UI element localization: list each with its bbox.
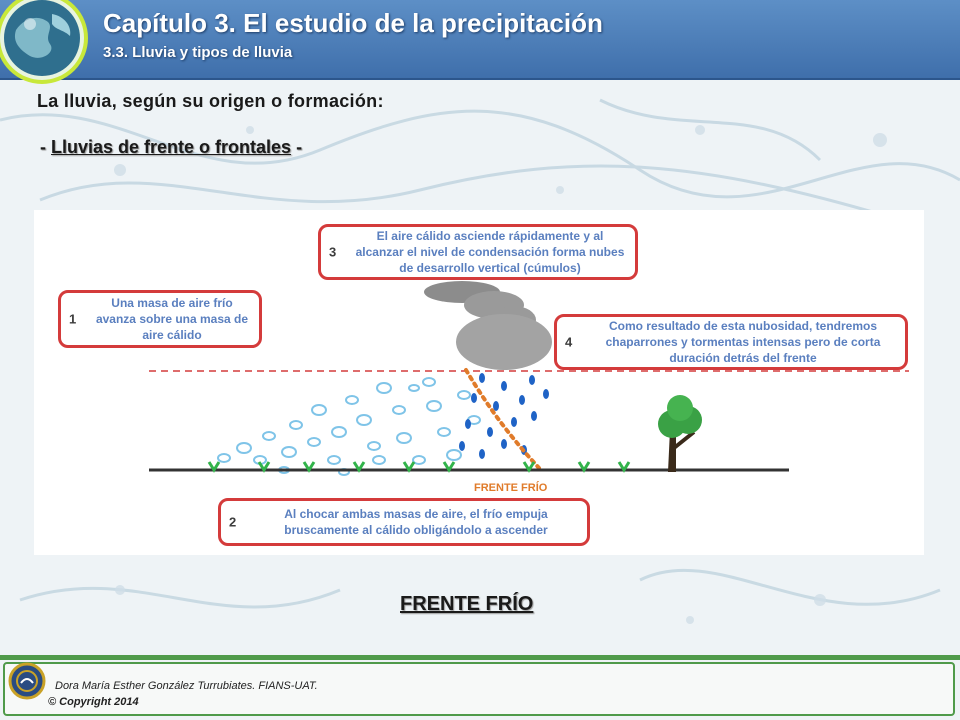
cumulus-cloud (424, 281, 552, 370)
callout-step-4 (554, 314, 908, 370)
copyright-notice: © Copyright 2014 (48, 696, 139, 708)
front-label: FRENTE FRÍO (474, 482, 548, 494)
slide-subtitle: 3.3. Lluvia y tipos de lluvia (103, 44, 293, 61)
step-4-number: 4 (565, 334, 573, 350)
step-2-text: Al chocar ambas masas de aire, el frío empuja bruscamente al cálido obligándolo a ascender (284, 507, 548, 537)
section-heading (40, 137, 302, 158)
step-1-text: Una masa de aire frío avanza sobre una masa de aire cálido (95, 296, 249, 342)
intro-text: La lluvia, según su origen o formación: (37, 91, 384, 111)
tree-icon (658, 395, 702, 472)
callout-step-1 (58, 290, 262, 348)
callout-step-2 (218, 498, 590, 546)
slide-header (0, 0, 960, 80)
step-1-number: 1 (69, 311, 77, 327)
warm-air-bubbles (218, 378, 480, 475)
callout-step-3 (318, 224, 638, 280)
globe-water-icon (0, 0, 90, 86)
author-credit: Dora María Esther González Turrubiates. FIANS-UAT. (55, 680, 318, 692)
step-3-text: El aire cálido asciende rápidamente y al alcanzar el nivel de condensación forma nubes de desarrollo vertical (cúmulos) (355, 229, 625, 275)
section-suffix: - (291, 137, 303, 157)
section-title: Lluvias de frente o frontales (51, 137, 292, 157)
step-3-number: 3 (329, 244, 337, 260)
slide-title: Capítulo 3. El estudio de la precipitación (103, 8, 603, 38)
footer-accent-bar (0, 655, 960, 660)
step-4-text: Como resultado de esta nubosidad, tendremos chaparrones y tormentas intensas pero de corta duración detrás del frente (605, 319, 881, 365)
step-2-number: 2 (229, 514, 237, 530)
cold-front-diagram (34, 210, 924, 555)
section-prefix: - (40, 137, 51, 157)
diagram-caption: FRENTE FRÍO (400, 593, 534, 615)
university-seal-icon (8, 662, 46, 700)
